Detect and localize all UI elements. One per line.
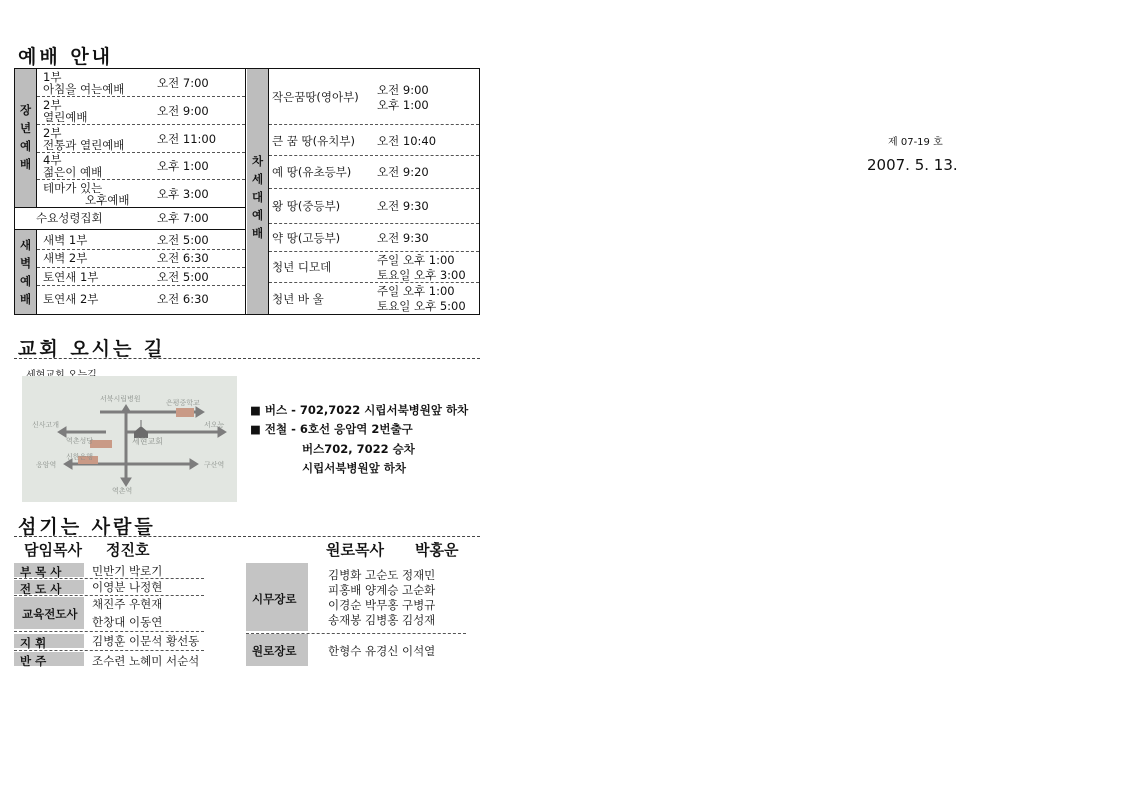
map-label: 서오능 [204,421,225,429]
map-label: 신한은행 [66,453,94,461]
active-elder-row: 송재봉 김병홍 김성재 [328,613,436,627]
map-label: 세현교회 [132,437,163,446]
evangelist-label: 전 도 사 [14,580,84,594]
active-elder-row: 이경순 박무홍 구병규 [328,598,436,612]
map-label: 은평중학교 [166,399,200,407]
active-elder-row: 피홍배 양계승 고순화 [328,583,436,597]
education-evangelist-label: 교육전도사 [14,597,84,629]
map-label: 역촌성당 [66,437,94,445]
worship-section-title: 예배 안내 [18,46,114,68]
retired-elder-label: 원로장로 [246,634,308,666]
active-elder-row: 김병화 고순도 정재민 [328,568,436,582]
retired-elders: 한형수 유경신 이석열 [328,644,436,658]
servants-section-title: 섬기는 사람들 [18,516,156,538]
section-divider [14,536,480,537]
directions-section-title: 교회 오시는 길 [18,338,166,360]
education-evangelists: 채진주 우현재 [92,597,163,611]
accompanists: 조수련 노혜미 서순석 [92,654,200,668]
associate-pastor-label: 부 목 사 [14,563,84,577]
evangelists: 이영분 나정현 [92,580,163,594]
section-divider [14,358,480,359]
issue-number: 제 07-19 호 [888,137,943,148]
associate-pastors: 민반기 박로기 [92,564,163,578]
conductor-label: 지 휘 [14,634,84,648]
map-label: 구산역 [204,461,225,469]
subway-directions: ■ 전철 - 6호선 응암역 2번출구 [250,422,413,436]
church-map [22,376,237,502]
map-label: 신사고개 [32,421,60,429]
elder-pastor-name: 박홍운 [415,541,459,559]
issue-date: 2007. 5. 13. [867,156,958,174]
senior-pastor-label: 담임목사 [24,541,82,559]
map-label: 서북시립병원 [100,395,141,403]
elder-pastor-label: 원로목사 [326,541,384,559]
map-label: 응암역 [36,461,57,469]
subway-directions-line2: 버스702, 7022 승차 [302,442,415,456]
conductors: 김병훈 이문석 황선동 [92,634,200,648]
accompanist-label: 반 주 [14,652,84,666]
senior-pastor-name: 정진호 [106,541,150,559]
subway-directions-line3: 시립서북병원앞 하차 [302,461,406,475]
active-elder-label: 시무장로 [246,563,308,631]
bus-directions: ■ 버스 - 702,7022 시립서북병원앞 하차 [250,403,469,417]
sunday-worship-label: 장 년 예 배 [19,103,32,171]
dawn-worship-label: 새 벽 예 배 [19,238,32,306]
next-gen-worship-label: 차 세 대 예 배 [251,154,264,240]
education-evangelists: 한창대 이동연 [92,615,163,629]
map-label: 역촌역 [112,487,133,495]
